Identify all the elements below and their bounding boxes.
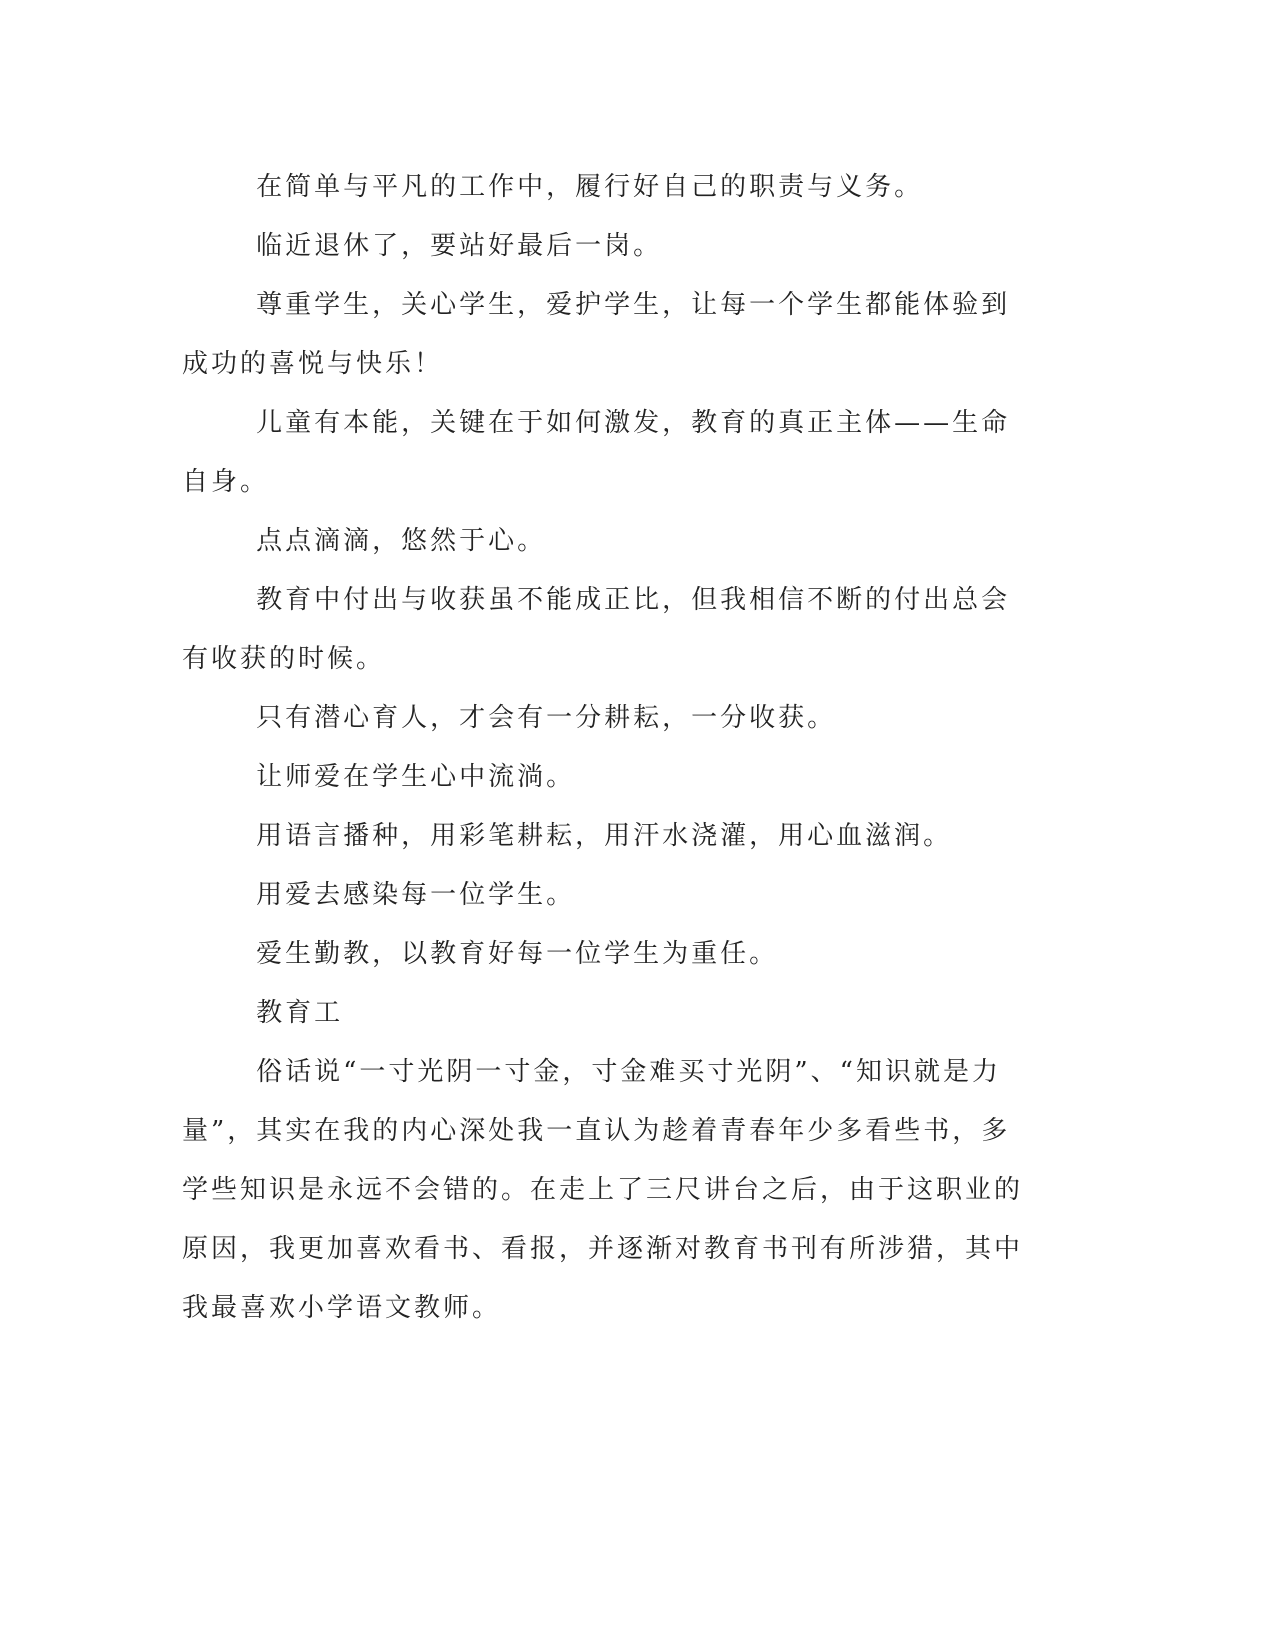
section-fragment: 教育工: [256, 998, 344, 1028]
paragraph: 俗话说“一寸光阴一寸金，寸金难买寸光阴”、“知识就是力量”，其实在我的内心深处我一直认为趁着青春年少多看些书，多学些知识是永远不会错的。在走上了三尺讲台之后，由于这职业的原因，我更加喜欢看书、看报，并逐渐对教育书刊有所涉猎，其中我最喜欢小学语文教师。: [182, 1057, 1024, 1323]
paragraph: 儿童有本能，关键在于如何激发，教育的真正主体——生命自身。: [182, 408, 1011, 497]
paragraph: 在简单与平凡的工作中，履行好自己的职责与义务。: [256, 172, 924, 202]
document-body: [182, 158, 1028, 1338]
paragraph: 用爱去感染每一位学生。: [256, 880, 576, 910]
paragraph: 点点滴滴，悠然于心。: [256, 526, 547, 556]
paragraph: 尊重学生，关心学生，爱护学生，让每一个学生都能体验到成功的喜悦与快乐！: [182, 290, 1011, 379]
paragraph: 爱生勤教，以教育好每一位学生为重任。: [256, 939, 779, 969]
paragraph: 让师爱在学生心中流淌。: [256, 762, 576, 792]
paragraph: 临近退休了，要站好最后一岗。: [256, 231, 663, 261]
paragraph: 用语言播种，用彩笔耕耘，用汗水浇灌，用心血滋润。: [256, 821, 953, 851]
paragraph: 教育中付出与收获虽不能成正比，但我相信不断的付出总会有收获的时候。: [182, 585, 1011, 674]
paragraph: 只有潜心育人，才会有一分耕耘，一分收获。: [256, 703, 837, 733]
